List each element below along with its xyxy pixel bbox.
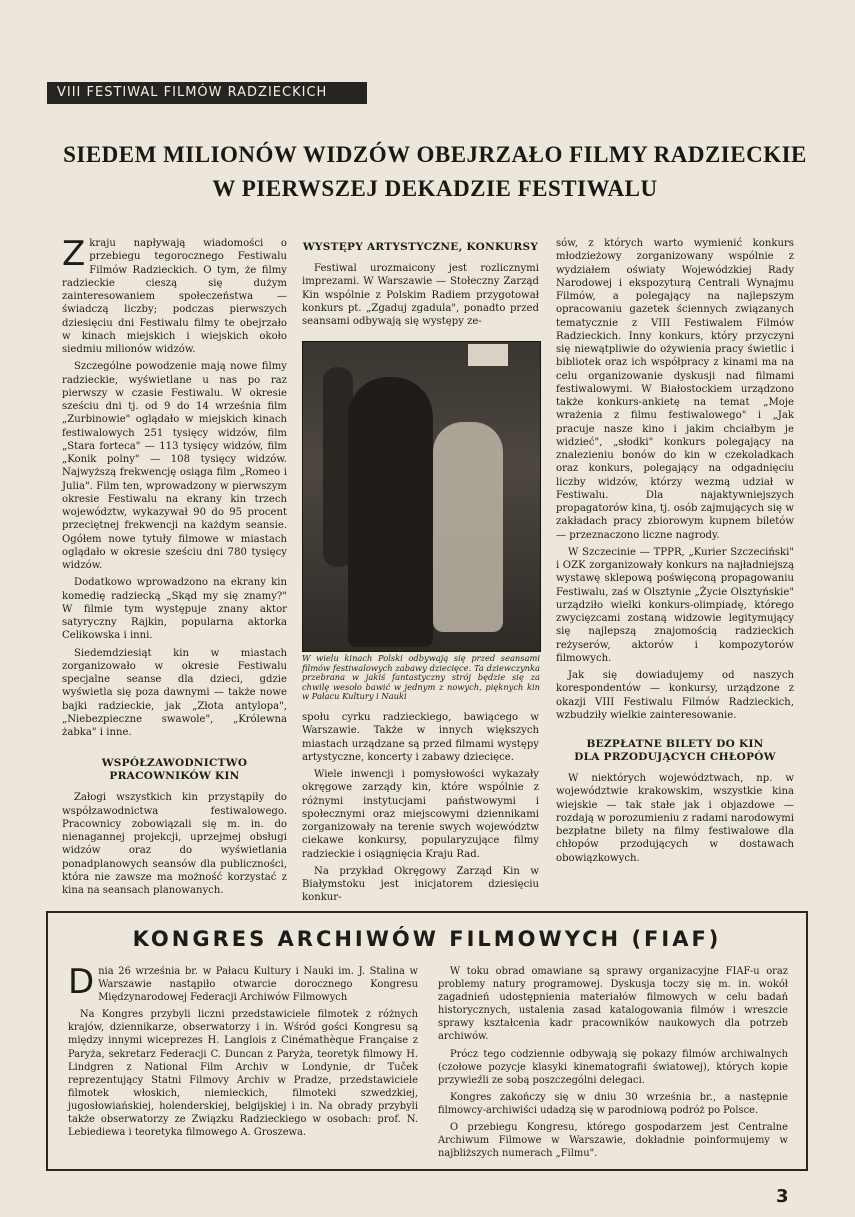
drop-cap: D bbox=[68, 962, 95, 1002]
box-column-right bbox=[438, 965, 788, 1164]
figure-shape bbox=[433, 422, 503, 632]
paragraph: Załogi wszystkich kin przystąpiły do współzawodnictwa festiwalowego. Pracownicy zobowiązali się m. in. do nienagannej projekcji, uprzejmej obsługi widzów oraz do wyświetlania ponadplanowych seansów dla publiczności, która nie zawsze ma możność korzystać z kina na seansach planowanych. bbox=[62, 792, 287, 896]
headline-line-2: W PIERWSZEJ DEKADZIE FESTIWALU bbox=[212, 176, 658, 201]
box-column-left bbox=[68, 962, 418, 1143]
paragraph: Wiele inwencji i pomysłowości wykazały okręgowe zarządy kin, które wspólnie z różnymi instytucjami państwowymi i społecznymi oraz miejscowymi dziennikami zorganizowały na terenie swych województw ciekawe konkursy, popularyzujące filmy radzieckie i osiągnięcia Kraju Rad. bbox=[302, 769, 539, 860]
article-column-3 bbox=[556, 237, 794, 869]
figure-shape bbox=[348, 377, 433, 647]
paragraph: Na Kongres przybyli liczni przedstawiciele filmotek z różnych krajów, dziennikarze, obserwatorzy i in. Wśród gości Kongresu są między innymi wiceprezes H. Langlois z Cinémathèque Française z Paryża, sekretarz Federacji C. Duncan z Paryża, teoretyk filmowy H. Lindgren z National Film Archiv w Londynie, dr Tuček reprezentujący Statni Filmovy Archiv w Pradze, przedstawiciele filmotek włoskich, niemieckich, filmoteki szwedzkiej, jugosłowiańskiej, holenderskiej, belgijskiej i in. Na obrady przybyli także obserwatorzy ze Związku Radzieckiego w osobach: prof. N. Lebiediewa i teoretyka filmowego A. Groszewa. bbox=[68, 1009, 418, 1139]
headline-line-1: SIEDEM MILIONÓW WIDZÓW OBEJRZAŁO FILMY RADZIECKIE bbox=[63, 142, 807, 167]
paragraph: Szczególne powodzenie mają nowe filmy radzieckie, wyświetlane u nas po raz pierwszy w czasie Festiwalu. W okresie sześciu dni tj. od 9 do 14 września film „Zurbinowie" oglądało w miejskich kinach festiwalowych 251 tysięcy widzów, film „Stara forteca" — 113 tysięcy widzów, film „Konik polny" — 108 tysięcy widzów. Najwyższą frekwencję osiąga film „Romeo i Julia". Film ten, wprowadzony w pierwszym okresie Festiwalu na ekrany kin trzech województw, wykazywał 90 do 95 procent przeciętnej frekwencji na każdym seansie. Ogółem nowe tytuły filmowe w miastach oglądało w okresie sześciu dni 780 tysięcy widzów. bbox=[62, 361, 287, 571]
paragraph bbox=[68, 962, 418, 1004]
paragraph: Siedemdziesiąt kin w miastach zorganizowało w okresie Festiwalu specjalne seanse dla dzieci, gdzie wyświetla się poza dawnymi — także nowe bajki radzieckie, jak „Złota antylopa", „Niebezpieczne swawole", „Królewna żabka" i inne. bbox=[62, 647, 287, 738]
section-heading: WYSTĘPY ARTYSTYCZNE, KONKURSY bbox=[302, 241, 539, 253]
photo-caption: W wielu kinach Polski odbywają się przed seansami filmów festiwalowych zabawy dziecięce. Ta dziewczynka przebrana w jakiś fantastyczny strój będzie się za chwilę wesoło bawić w jednym z nowych, pięknych kin w Pałacu Kultury i Nauki bbox=[302, 653, 540, 702]
paragraph: Prócz tego codziennie odbywają się pokazy filmów archiwalnych (czołowe pozycje klasyki kinematografii światowej), których kopie przywieźli ze sobą poszczególni delegaci. bbox=[438, 1048, 788, 1086]
paragraph: Na przykład Okręgowy Zarząd Kin w Białymstoku jest inicjatorem dziesięciu konkur- bbox=[302, 865, 539, 904]
paragraph: Jak się dowiadujemy od naszych korespondentów — konkursy, urządzone z okazji VIII Festiwalu Filmów Radzieckich, wzbudziły wielkie zainteresowanie. bbox=[556, 670, 794, 721]
box-title: KONGRES ARCHIWÓW FILMOWYCH (FIAF) bbox=[132, 927, 722, 951]
article-column-1 bbox=[62, 234, 287, 901]
article-column-2-top bbox=[302, 237, 539, 332]
drop-cap: Z bbox=[62, 234, 86, 274]
paragraph: W Szczecinie — TPPR, „Kurier Szczeciński" i OZK zorganizowały konkurs na najładniejszą wystawę sklepową poświęconą propagowaniu Festiwalu, zaś w Olsztynie „Życie Olsztyńskie" urządziło wielki konkurs-olimpiadę, którego zwycięzcami zostaną widzowie legitymujący się najlepszą znajomością radzieckich reżyserów, aktorów i kompozytorów filmowych. bbox=[556, 546, 794, 664]
paragraph bbox=[62, 234, 287, 356]
section-label: VIII FESTIWAL FILMÓW RADZIECKICH bbox=[47, 82, 367, 104]
article-column-2-bottom bbox=[302, 711, 539, 909]
paragraph-text: nia 26 września br. w Pałacu Kultury i Nauki im. J. Stalina w Warszawie nastąpiło otwarcie dorocznego Kongresu Międzynarodowej Federacji Archiwów Filmowych bbox=[98, 966, 418, 1004]
paragraph: W niektórych województwach, np. w województwie krakowskim, wszystkie kina wiejskie — tak stałe jak i objazdowe — rozdają w porozumieniu z radami narodowymi bezpłatne bilety na filmy festiwalowe dla chłopów przodujących w dostawach obowiązkowych. bbox=[556, 773, 794, 864]
paragraph: Dodatkowo wprowadzono na ekrany kin komedię radziecką „Skąd my się znamy?" W filmie tym występuje znany aktor satyryczny Rajkin, popularna aktorka Celikowska i inni. bbox=[62, 577, 287, 642]
page-number: 3 bbox=[776, 1186, 789, 1207]
paragraph-text: kraju napływają wiadomości o przebiegu tegorocznego Festiwalu Filmów Radzieckich. O tym, że filmy radzieckie cieszą się dużym zainteresowaniem społeczeństwa — świadczą liczby; podczas pierwszych dziesięciu dni Festiwalu filmy te obejrzało w kinach miejskich i wiejskich około siedmiu milionów widzów. bbox=[62, 238, 287, 355]
paragraph: społu cyrku radzieckiego, bawiącego w Warszawie. Także w innych większych miastach urządzane są przed filmami występy artystyczne, koncerty i zabawy dziecięce. bbox=[302, 712, 539, 763]
paragraph: Festiwal urozmaicony jest rozlicznymi imprezami. W Warszawie — Stołeczny Zarząd Kin wspólnie z Polskim Radiem przygotował konkurs pt. „Zgaduj zgadula", ponadto przed seansami odbywają się występy ze- bbox=[302, 263, 539, 327]
section-heading: WSPÓŁZAWODNICTWO PRACOWNIKÓW KIN bbox=[101, 757, 248, 783]
photo-children-in-cinema bbox=[302, 341, 541, 652]
section-heading: BEZPŁATNE BILETY DO KIN DLA PRZODUJĄCYCH CHŁOPÓW bbox=[574, 738, 776, 763]
paragraph: O przebiegu Kongresu, którego gospodarzem jest Centralne Archiwum Filmowe w Warszawie, dokładnie poinformujemy w najbliższych numerach „Filmu". bbox=[438, 1122, 788, 1160]
paragraph: sów, z których warto wymienić konkurs młodzieżowy zorganizowany wspólnie z wydziałem oświaty Wojewódzkiej Rady Narodowej i ekspozyturą Centrali Wynajmu Filmów, a polegający na najlepszym opracowaniu gazetek ściennych związanych tematycznie z VIII Festiwalem Filmów Radzieckich. Inny konkurs, który przyczyni się niewątpliwie do ożywienia pracy świetlic i bibliotek oraz ich współpracy z kinami ma na celu organizowanie dyskusji nad filmami festiwalowymi. W Białostockiem urządzono także konkurs-ankietę na temat „Moje wrażenia z filmu festiwalowego" i „Jak pracuje nasze kino i jakim chciałbym je widzieć", „słodki" konkurs polegający na znalezieniu bonów do kin w czekoladkach oraz konkurs, polegający na odgadnięciu liczby widzów, którzy wezmą udział w Festiwalu. Dla najaktywniejszych propagatorów kina, tj. osób zajmujących się w zakładach pracy zbiorowym kupnem biletów — przeznaczono liczne nagrody. bbox=[556, 238, 794, 541]
paragraph: W toku obrad omawiane są sprawy organizacyjne FIAF-u oraz problemy natury programowej. Dyskusja toczy się m. in. wokół zagadnień udostępnienia materiałów filmowych w celu badań historycznych, ustalenia zasad katalogowania filmów i wreszcie sprawy kształcenia kadr pracowników naukowych dla potrzeb archiwów. bbox=[438, 966, 788, 1043]
paragraph: Kongres zakończy się w dniu 30 września br., a następnie filmowcy-archiwiści udadzą się w parodniową podróż po Polsce. bbox=[438, 1091, 788, 1116]
window-shape bbox=[468, 344, 508, 366]
fiaf-congress-box bbox=[46, 911, 808, 1171]
